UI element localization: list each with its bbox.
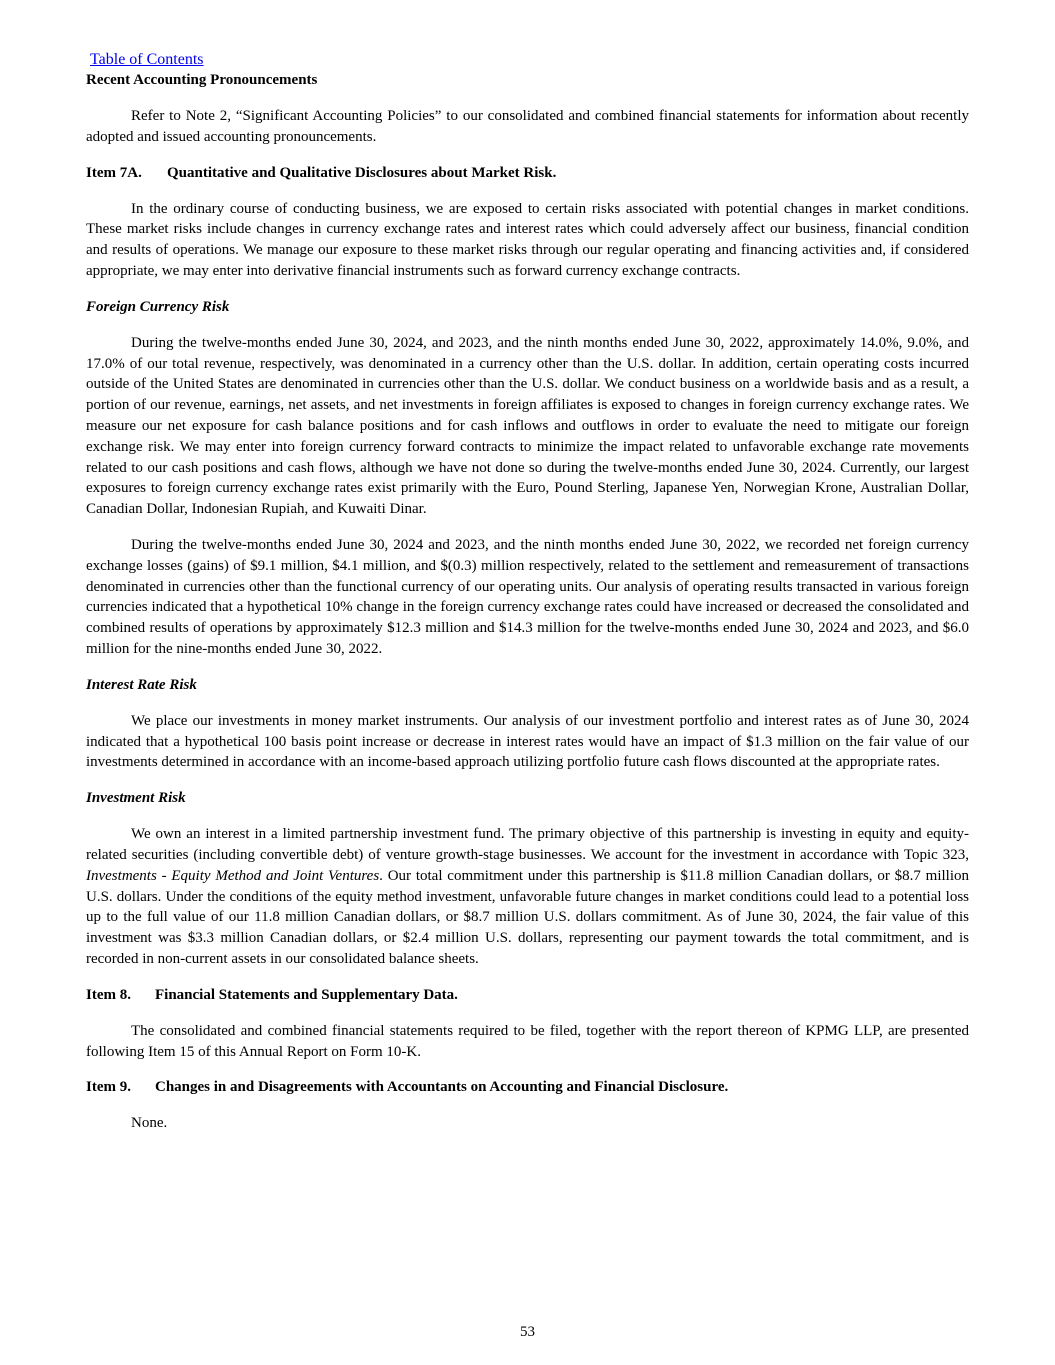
foreign-currency-paragraph-1: During the twelve-months ended June 30, 2024, and 2023, and the ninth months ended June 30, 2022, approximately 14.0%, 9.0%, and 17.0% of our total revenue, respectively, was denominated in a currency other than the U.S. dollar. In addition, certain operating costs incurred outside of the United States are denominated in currencies other than the U.S. dollar. We conduct business on a worldwide basis and as a result, a portion of our revenue, earnings, net assets, and net investments in foreign affiliates is exposed to changes in foreign currency exchange rates. We measure our net exposure for cash balance positions and for cash inflows and outflows in order to evaluate the need to mitigate our foreign exchange risk. We may enter into foreign currency forward contracts to minimize the impact related to unfavorable exchange rate movements related to our cash positions and cash flows, although we have not done so during the twelve-months ended June 30, 2024. Currently, our largest exposures to foreign currency exchange rates exist primarily with the Euro, Pound Sterling, Japanese Yen, Norwegian Krone, Australian Dollar, Canadian Dollar, Indonesian Rupiah, and Kuwaiti Dinar. [86, 334, 969, 518]
interest-rate-risk-heading: Interest Rate Risk [86, 676, 197, 693]
item-7a-title: Quantitative and Qualitative Disclosures about Market Risk. [167, 164, 557, 181]
interest-rate-paragraph: We place our investments in money market instruments. Our analysis of our investment portfolio and interest rates as of June 30, 2024 indicated that a hypothetical 100 basis point increase or decrease in interest rates would have an impact of $1.3 million on the fair value of our investments determined in accordance with an income-based approach utilizing portfolio future cash flows discounted at the appropriate rates. [86, 712, 969, 771]
item-9-title: Changes in and Disagreements with Accountants on Accounting and Financial Disclosure. [155, 1079, 729, 1096]
item-9-heading [86, 1077, 969, 1098]
item-7a-heading [86, 163, 969, 184]
investment-risk-text-b: . Our total commitment under this partnership is $11.8 million Canadian dollars, or $8.7 million U.S. dollars. Under the conditions of the equity method investment, unfavorable future changes in market conditions could lead to a potential loss up to the full value of our 11.8 million Canadian dollars, or $8.7 million U.S. dollars commitment. As of June 30, 2024, the fair value of this investment was $3.3 million Canadian dollars, or $2.4 million U.S. dollars, representing our payment towards the total commitment, and is recorded in non-current assets in our consolidated balance sheets. [86, 867, 970, 967]
investment-risk-text-a: We own an interest in a limited partnership investment fund. The primary objective of this partnership is investing in equity and equity-related securities (including convertible debt) of venture growth-stage businesses. We account for the investment in accordance with Topic 323, [86, 826, 969, 863]
item-8-paragraph: The consolidated and combined financial statements required to be filed, together with the report thereon of KPMG LLP, are presented following Item 15 of this Annual Report on Form 10-K. [86, 1022, 969, 1060]
foreign-currency-paragraph-2: During the twelve-months ended June 30, 2024 and 2023, and the ninth months ended June 30, 2022, we recorded net foreign currency exchange losses (gains) of $9.1 million, $4.1 million, and $(0.3) million respectively, related to the settlement and remeasurement of transactions denominated in currencies other than the functional currency of our operating units. Our analysis of operating results transacted in various foreign currencies indicated that a hypothetical 10% change in the foreign currency exchange rates could have increased or decreased the consolidated and combined results of operations by approximately $12.3 million and $14.3 million for the twelve-months ended June 30, 2024 and 2023, and $6.0 million for the nine-months ended June 30, 2022. [86, 536, 969, 657]
item-9-number: Item 9. [86, 1079, 131, 1096]
item-8-number: Item 8. [86, 986, 131, 1003]
document-page [86, 49, 969, 1134]
foreign-currency-risk-heading: Foreign Currency Risk [86, 298, 230, 315]
item-8-heading [86, 985, 969, 1006]
item-9-paragraph: None. [131, 1115, 168, 1132]
table-of-contents-link[interactable]: Table of Contents [90, 51, 204, 68]
item-7a-paragraph: In the ordinary course of conducting business, we are exposed to certain risks associated with potential changes in market conditions. These market risks include changes in currency exchange rates and interest rates which could adversely affect our business, financial condition and results of operations. We manage our exposure to these market risks through our regular operating and financing activities and, if considered appropriate, we may enter into derivative financial instruments such as forward currency exchange contracts. [86, 200, 969, 279]
recent-accounting-paragraph: Refer to Note 2, “Significant Accounting Policies” to our consolidated and combined financial statements for information about recently adopted and issued accounting pronouncements. [86, 108, 969, 145]
investment-risk-heading: Investment Risk [86, 790, 186, 807]
item-7a-number: Item 7A. [86, 164, 142, 181]
investment-risk-paragraph [86, 824, 969, 970]
investment-risk-topic-title: Investments - Equity Method and Joint Ventures [86, 867, 380, 884]
page-number: 53 [520, 1324, 535, 1340]
item-8-title: Financial Statements and Supplementary Data. [155, 986, 458, 1003]
recent-accounting-heading: Recent Accounting Pronouncements [86, 72, 318, 88]
